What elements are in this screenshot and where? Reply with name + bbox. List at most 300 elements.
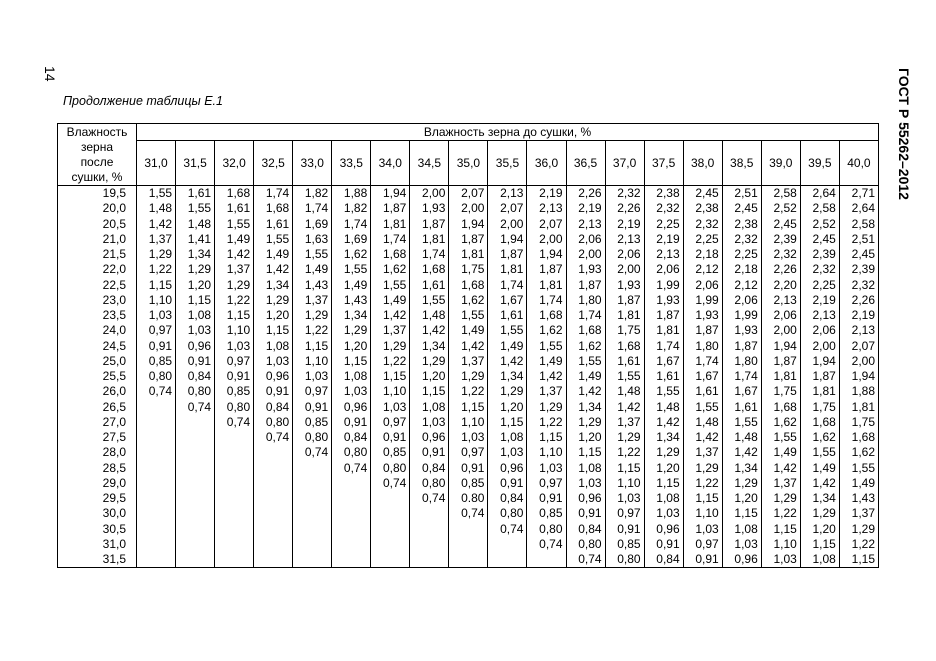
table-row xyxy=(58,247,879,262)
column-header: 31,5 xyxy=(176,141,215,186)
table-cell xyxy=(176,476,215,491)
table-cell: 1,93 xyxy=(683,308,722,323)
table-cell: 1,68 xyxy=(371,247,410,262)
column-header: 32,0 xyxy=(215,141,254,186)
table-cell: 2,51 xyxy=(722,186,761,202)
table-cell: 1,55 xyxy=(371,278,410,293)
table-row xyxy=(58,506,879,521)
table-cell: 1,67 xyxy=(644,354,683,369)
table-cell: 1,94 xyxy=(839,369,878,384)
table-cell: 1,20 xyxy=(488,400,527,415)
table-cell: 1,62 xyxy=(761,415,800,430)
table-cell: 2,38 xyxy=(683,201,722,216)
table-cell: 2,00 xyxy=(410,186,449,202)
table-cell: 1,20 xyxy=(176,278,215,293)
table-cell xyxy=(371,522,410,537)
table-cell: 0,96 xyxy=(332,400,371,415)
row-label: 31,5 xyxy=(58,552,137,568)
table-cell: 0,85 xyxy=(605,537,644,552)
table-cell xyxy=(137,537,176,552)
table-cell: 1,87 xyxy=(410,217,449,232)
table-cell: 0,91 xyxy=(254,384,293,399)
table-cell: 1,42 xyxy=(488,354,527,369)
table-cell: 1,42 xyxy=(449,339,488,354)
table-cell: 0,84 xyxy=(176,369,215,384)
table-cell: 1,69 xyxy=(332,232,371,247)
table-cell xyxy=(137,552,176,568)
table-cell: 1,94 xyxy=(527,247,566,262)
table-cell: 1,08 xyxy=(566,461,605,476)
table-cell: 0,97 xyxy=(527,476,566,491)
table-cell: 1,20 xyxy=(644,461,683,476)
table-cell: 2,26 xyxy=(839,293,878,308)
table-cell: 1,10 xyxy=(605,476,644,491)
column-header: 37,5 xyxy=(644,141,683,186)
column-header: 33,0 xyxy=(293,141,332,186)
column-header: 39,5 xyxy=(800,141,839,186)
table-cell: 0,97 xyxy=(137,323,176,338)
row-label: 27,0 xyxy=(58,415,137,430)
table-cell: 1,87 xyxy=(449,232,488,247)
column-header: 34,5 xyxy=(410,141,449,186)
row-label: 30,5 xyxy=(58,522,137,537)
table-cell: 2,13 xyxy=(566,217,605,232)
table-cell xyxy=(332,491,371,506)
table-cell: 2,18 xyxy=(722,262,761,277)
table-cell xyxy=(293,552,332,568)
table-row xyxy=(58,308,879,323)
table-cell: 1,62 xyxy=(839,445,878,460)
table-cell: 1,29 xyxy=(410,354,449,369)
table-cell: 2,06 xyxy=(800,323,839,338)
table-cell xyxy=(215,476,254,491)
table-cell: 1,03 xyxy=(527,461,566,476)
table-cell: 1,42 xyxy=(644,415,683,430)
table-cell: 1,87 xyxy=(527,262,566,277)
table-cell: 0,84 xyxy=(254,400,293,415)
table-cell: 1,34 xyxy=(800,491,839,506)
table-cell: 0,97 xyxy=(215,354,254,369)
table-cell: 0,74 xyxy=(410,491,449,506)
table-cell xyxy=(410,522,449,537)
table-cell: 1,42 xyxy=(410,323,449,338)
table-cell: 2,00 xyxy=(566,247,605,262)
column-header: 36,0 xyxy=(527,141,566,186)
table-cell: 2,25 xyxy=(644,217,683,232)
table-cell: 1,42 xyxy=(566,384,605,399)
table-cell: 1,55 xyxy=(254,232,293,247)
table-cell: 1,29 xyxy=(527,400,566,415)
column-header: 35,0 xyxy=(449,141,488,186)
table-cell: 1,74 xyxy=(683,354,722,369)
table-cell: 1,48 xyxy=(644,400,683,415)
table-cell: 1,03 xyxy=(683,522,722,537)
table-cell: 1,34 xyxy=(722,461,761,476)
table-row xyxy=(58,522,879,537)
table-cell: 2,39 xyxy=(800,247,839,262)
table-cell xyxy=(449,522,488,537)
table-cell: 1,42 xyxy=(215,247,254,262)
table-cell: 1,74 xyxy=(527,293,566,308)
table-cell: 1,15 xyxy=(761,522,800,537)
table-row xyxy=(58,461,879,476)
table-cell xyxy=(176,522,215,537)
table-cell: 1,41 xyxy=(176,232,215,247)
table-cell: 0,91 xyxy=(488,476,527,491)
table-cell: 1,94 xyxy=(449,217,488,232)
table-cell: 2,13 xyxy=(527,201,566,216)
table-cell: 0,80 xyxy=(254,415,293,430)
table-row xyxy=(58,278,879,293)
column-header: 38,5 xyxy=(722,141,761,186)
table-cell: 0,96 xyxy=(410,430,449,445)
table-cell: 2,07 xyxy=(449,186,488,202)
table-cell: 2,32 xyxy=(800,262,839,277)
table-cell: 1,94 xyxy=(761,339,800,354)
table-cell: 2,32 xyxy=(839,278,878,293)
table-cell: 1,55 xyxy=(332,262,371,277)
table-cell: 0,74 xyxy=(176,400,215,415)
table-cell: 2,26 xyxy=(761,262,800,277)
table-cell: 2,64 xyxy=(800,186,839,202)
table-cell xyxy=(137,506,176,521)
table-cell: 1,82 xyxy=(332,201,371,216)
table-cell: 1,08 xyxy=(332,369,371,384)
table-cell: 1,94 xyxy=(488,232,527,247)
table-cell: 1,15 xyxy=(488,415,527,430)
table-cell xyxy=(137,415,176,430)
table-cell xyxy=(176,461,215,476)
table-cell xyxy=(215,552,254,568)
table-cell: 1,03 xyxy=(644,506,683,521)
table-cell xyxy=(293,522,332,537)
table-cell xyxy=(137,400,176,415)
table-cell xyxy=(410,552,449,568)
table-cell: 1,68 xyxy=(605,339,644,354)
table-cell: 1,61 xyxy=(410,278,449,293)
table-cell xyxy=(332,552,371,568)
table-cell: 2,00 xyxy=(488,217,527,232)
table-cell: 1,81 xyxy=(410,232,449,247)
table-cell: 2,00 xyxy=(449,201,488,216)
table-cell: 1,55 xyxy=(137,186,176,202)
table-cell xyxy=(332,522,371,537)
row-label: 28,0 xyxy=(58,445,137,460)
table-cell xyxy=(254,552,293,568)
row-label: 22,0 xyxy=(58,262,137,277)
table-cell: 1,10 xyxy=(761,537,800,552)
table-cell: 2,19 xyxy=(644,232,683,247)
table-cell: 1,55 xyxy=(605,369,644,384)
table-cell: 1,61 xyxy=(176,186,215,202)
table-cell: 1,49 xyxy=(332,278,371,293)
table-row xyxy=(58,201,879,216)
table-cell: 1,20 xyxy=(722,491,761,506)
table-cell: 0,74 xyxy=(137,384,176,399)
table-cell: 2,06 xyxy=(761,308,800,323)
table-cell: 1,93 xyxy=(644,293,683,308)
table-cell: 1,87 xyxy=(800,369,839,384)
table-cell: 1,55 xyxy=(293,247,332,262)
table-cell: 1,20 xyxy=(254,308,293,323)
table-cell: 1,20 xyxy=(800,522,839,537)
table-cell: 1,29 xyxy=(254,293,293,308)
table-row xyxy=(58,430,879,445)
table-cell: 2,19 xyxy=(566,201,605,216)
table-cell: 1,03 xyxy=(605,491,644,506)
table-cell: 1,08 xyxy=(488,430,527,445)
table-cell: 1,62 xyxy=(371,262,410,277)
table-cell: 1,15 xyxy=(176,293,215,308)
table-cell: 1,49 xyxy=(800,461,839,476)
table-cell: 1,99 xyxy=(683,293,722,308)
table-cell: 2,18 xyxy=(683,247,722,262)
table-cell: 0,84 xyxy=(566,522,605,537)
table-cell: 1,20 xyxy=(566,430,605,445)
table-cell: 1,15 xyxy=(644,476,683,491)
table-cell: 1,62 xyxy=(449,293,488,308)
table-cell: 2,32 xyxy=(644,201,683,216)
table-cell: 1,03 xyxy=(761,552,800,568)
table-cell: 2,32 xyxy=(605,186,644,202)
table-cell: 1,15 xyxy=(566,445,605,460)
table-cell: 0,74 xyxy=(566,552,605,568)
table-cell: 0,74 xyxy=(488,522,527,537)
table-cell: 1,61 xyxy=(644,369,683,384)
row-header: Влажность зерна после сушки, % xyxy=(58,124,137,186)
table-cell xyxy=(371,552,410,568)
table-cell: 2,58 xyxy=(839,217,878,232)
table-cell: 2,20 xyxy=(761,278,800,293)
table-cell: 1,22 xyxy=(137,262,176,277)
table-cell xyxy=(371,506,410,521)
table-cell: 1,88 xyxy=(839,384,878,399)
table-cell xyxy=(293,461,332,476)
table-cell: 1,68 xyxy=(761,400,800,415)
table-cell xyxy=(254,506,293,521)
table-cell: 1,81 xyxy=(839,400,878,415)
table-cell: 1,20 xyxy=(410,369,449,384)
column-header: 39,0 xyxy=(761,141,800,186)
table-cell: 1,08 xyxy=(800,552,839,568)
table-cell: 1,68 xyxy=(527,308,566,323)
table-cell: 1,55 xyxy=(410,293,449,308)
table-cell: 2,58 xyxy=(800,201,839,216)
table-cell: 1,29 xyxy=(761,491,800,506)
table-cell: 2,12 xyxy=(722,278,761,293)
table-cell: 1,37 xyxy=(761,476,800,491)
table-cell: 1,61 xyxy=(722,400,761,415)
table-cell: 1,68 xyxy=(410,262,449,277)
table-cell: 1,68 xyxy=(215,186,254,202)
table-cell: 1,29 xyxy=(566,415,605,430)
table-cell: 1,99 xyxy=(722,308,761,323)
table-cell: 1,93 xyxy=(566,262,605,277)
table-cell: 1,88 xyxy=(332,186,371,202)
table-cell: 1,03 xyxy=(137,308,176,323)
table-cell xyxy=(449,537,488,552)
table-cell: 1,82 xyxy=(293,186,332,202)
table-cell: 1,49 xyxy=(215,232,254,247)
column-header-row xyxy=(58,141,879,186)
table-cell: 1,34 xyxy=(566,400,605,415)
table-cell: 1,62 xyxy=(566,339,605,354)
table-cell: 1,15 xyxy=(527,430,566,445)
table-cell xyxy=(254,491,293,506)
table-cell: 0,96 xyxy=(644,522,683,537)
table-cell: 0,80 xyxy=(215,400,254,415)
table-row xyxy=(58,445,879,460)
column-header: 31,0 xyxy=(137,141,176,186)
table-cell: 0,97 xyxy=(683,537,722,552)
table-cell: 2,45 xyxy=(800,232,839,247)
row-label: 26,5 xyxy=(58,400,137,415)
table-cell: 1,29 xyxy=(800,506,839,521)
table-cell: 1,61 xyxy=(488,308,527,323)
table-cell: 0,85 xyxy=(137,354,176,369)
table-cell: 1,15 xyxy=(254,323,293,338)
table-cell: 1,15 xyxy=(722,506,761,521)
table-cell: 1,55 xyxy=(215,217,254,232)
table-cell xyxy=(215,445,254,460)
table-cell: 2,07 xyxy=(527,217,566,232)
table-cell: 1,55 xyxy=(722,415,761,430)
table-row xyxy=(58,323,879,338)
table-cell: 1,68 xyxy=(566,323,605,338)
table-cell: 2,26 xyxy=(566,186,605,202)
table-cell: 1,03 xyxy=(449,430,488,445)
table-cell: 2,13 xyxy=(488,186,527,202)
column-header: 35,5 xyxy=(488,141,527,186)
table-cell xyxy=(254,522,293,537)
table-cell xyxy=(215,522,254,537)
table-cell: 0,74 xyxy=(215,415,254,430)
table-cell: 2,07 xyxy=(839,339,878,354)
table-cell: 2,45 xyxy=(683,186,722,202)
table-cell: 0,91 xyxy=(137,339,176,354)
table-cell: 1,15 xyxy=(137,278,176,293)
table-row xyxy=(58,491,879,506)
table-cell: 1,87 xyxy=(644,308,683,323)
table-row xyxy=(58,262,879,277)
table-cell: 2,25 xyxy=(722,247,761,262)
table-cell: 2,25 xyxy=(683,232,722,247)
table-cell: 1,03 xyxy=(293,369,332,384)
column-header: 40,0 xyxy=(839,141,878,186)
table-cell: 1,93 xyxy=(410,201,449,216)
table-cell: 0,80 xyxy=(605,552,644,568)
table-row xyxy=(58,186,879,202)
table-cell: 1,55 xyxy=(683,400,722,415)
table-cell: 1,15 xyxy=(371,369,410,384)
table-cell: 1,74 xyxy=(254,186,293,202)
table-cell: 1,15 xyxy=(215,308,254,323)
table-cell: 1,48 xyxy=(410,308,449,323)
table-cell xyxy=(176,415,215,430)
table-cell: 2,38 xyxy=(722,217,761,232)
table-cell: 1,03 xyxy=(410,415,449,430)
table-cell: 1,68 xyxy=(254,201,293,216)
table-cell: 1,08 xyxy=(722,522,761,537)
table-cell: 1,48 xyxy=(176,217,215,232)
table-cell xyxy=(176,430,215,445)
column-header: 32,5 xyxy=(254,141,293,186)
table-cell: 1,62 xyxy=(332,247,371,262)
table-cell: 1,10 xyxy=(371,384,410,399)
table-cell: 1,37 xyxy=(449,354,488,369)
table-row xyxy=(58,232,879,247)
table-cell: 0,96 xyxy=(722,552,761,568)
table-cell: 1,48 xyxy=(137,201,176,216)
table-cell: 0,91 xyxy=(371,430,410,445)
table-cell: 2,13 xyxy=(761,293,800,308)
table-cell: 1,75 xyxy=(605,323,644,338)
table-cell: 1,42 xyxy=(527,369,566,384)
table-cell xyxy=(293,476,332,491)
table-cell: 2,26 xyxy=(605,201,644,216)
table-cell xyxy=(371,491,410,506)
table-cell: 1,37 xyxy=(293,293,332,308)
table-cell xyxy=(488,537,527,552)
table-cell: 1,87 xyxy=(605,293,644,308)
table-cell: 1,22 xyxy=(527,415,566,430)
document-code: ГОСТ Р 55262–2012 xyxy=(896,68,912,200)
table-cell: 1,22 xyxy=(605,445,644,460)
table-row xyxy=(58,537,879,552)
column-header: 36,5 xyxy=(566,141,605,186)
table-cell: 1,80 xyxy=(683,339,722,354)
table-cell: 1,42 xyxy=(800,476,839,491)
table-cell: 1,49 xyxy=(293,262,332,277)
table-cell: 2,25 xyxy=(800,278,839,293)
table-cell: 1,74 xyxy=(332,217,371,232)
table-cell: 0,74 xyxy=(254,430,293,445)
table-cell xyxy=(293,537,332,552)
table-cell: 2,39 xyxy=(839,262,878,277)
table-cell: 1,03 xyxy=(371,400,410,415)
table-cell: 1,49 xyxy=(254,247,293,262)
table-cell: 0,80 xyxy=(371,461,410,476)
table-cell: 1,03 xyxy=(215,339,254,354)
table-cell: 1,55 xyxy=(644,384,683,399)
page-number: 14 xyxy=(42,66,58,82)
table-cell: 1,43 xyxy=(332,293,371,308)
table-cell: 0,74 xyxy=(449,506,488,521)
table-cell: 0,96 xyxy=(566,491,605,506)
table-row xyxy=(58,415,879,430)
table-cell: 1,48 xyxy=(605,384,644,399)
row-label: 20,0 xyxy=(58,201,137,216)
table-cell: 1,75 xyxy=(800,400,839,415)
table-cell: 1,81 xyxy=(644,323,683,338)
row-label: 25,5 xyxy=(58,369,137,384)
table-cell: 1,87 xyxy=(566,278,605,293)
table-cell: 1,63 xyxy=(293,232,332,247)
table-cell: 1,99 xyxy=(644,278,683,293)
table-caption: Продолжение таблицы Е.1 xyxy=(63,94,223,108)
table-cell: 1,49 xyxy=(566,369,605,384)
table-cell: 1,34 xyxy=(176,247,215,262)
row-label: 25,0 xyxy=(58,354,137,369)
table-cell: 1,42 xyxy=(371,308,410,323)
table-cell: 2,19 xyxy=(800,293,839,308)
table-cell: 0,91 xyxy=(527,491,566,506)
table-cell: 0,96 xyxy=(254,369,293,384)
row-label: 20,5 xyxy=(58,217,137,232)
table-cell xyxy=(332,476,371,491)
table-cell: 1,29 xyxy=(215,278,254,293)
table-cell: 1,67 xyxy=(683,369,722,384)
